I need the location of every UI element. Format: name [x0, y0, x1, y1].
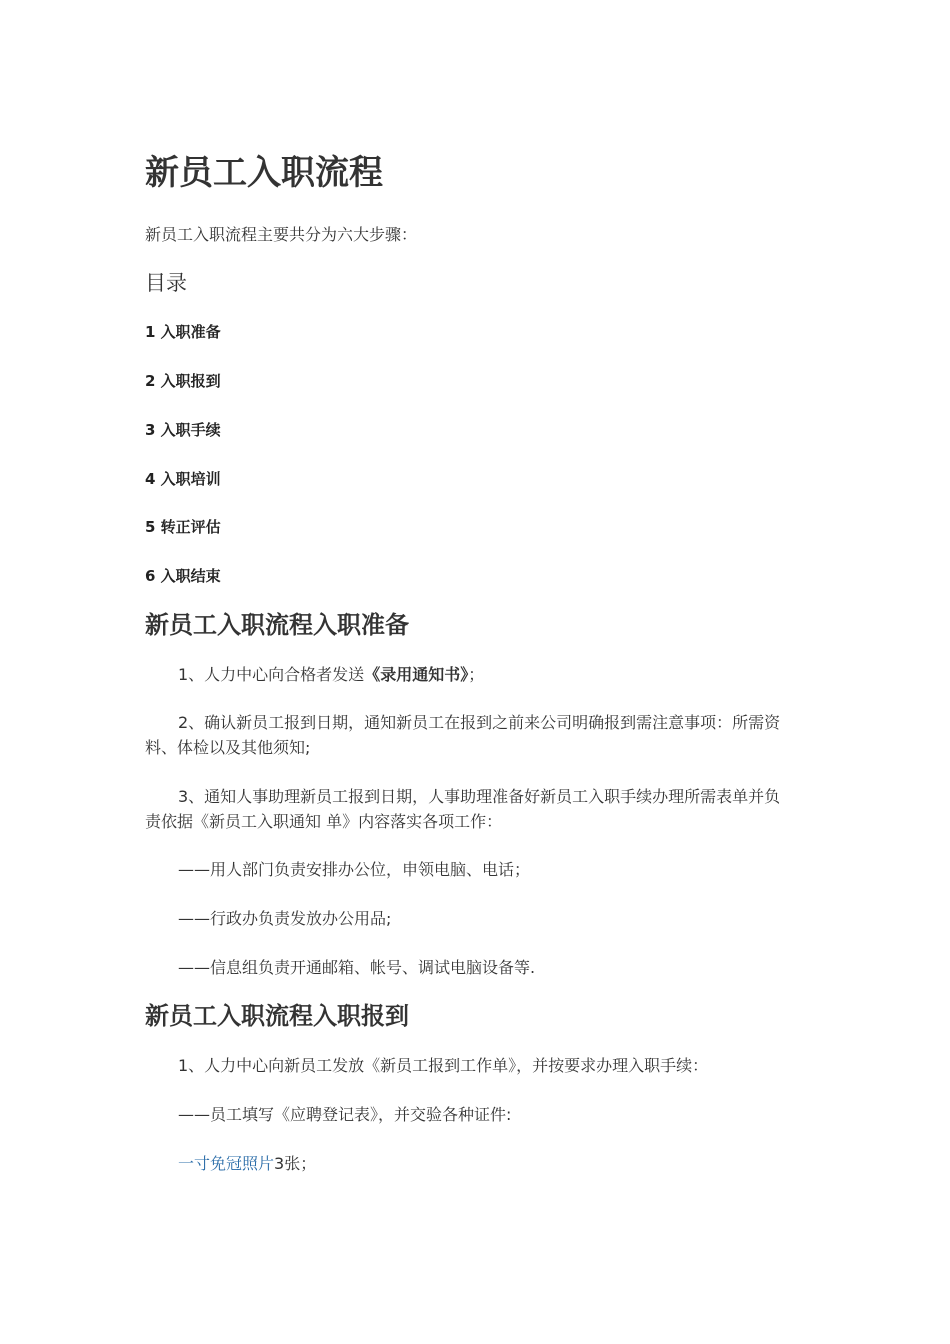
prep-dash-item-1: ——用人部门负责安排办公位，申领电脑、电话； [178, 860, 531, 879]
toc-item-label: 入职培训 [160, 470, 221, 488]
prep-paragraph-2: 2、确认新员工报到日期，通知新员工在报到之前来公司明确报到需注意事项：所需资料、体检以及其他须知; [145, 713, 781, 757]
toc-item-number: 3 [145, 421, 156, 439]
toc-item-2[interactable] [145, 370, 221, 392]
prep-dash-item-2: ——行政办负责发放办公用品; [178, 909, 392, 928]
toc-item-number: 4 [145, 470, 156, 488]
toc-item-number: 5 [145, 518, 156, 536]
prep-p1-prefix: 1、人力中心向合格者发送 [178, 665, 365, 684]
photo-link[interactable]: 一寸免冠照片 [178, 1154, 275, 1173]
toc-item-label: 入职准备 [160, 323, 221, 341]
prep-p1-suffix: ； [468, 665, 485, 684]
prep-p1-bold: 《录用通知书》 [364, 665, 469, 684]
section-heading-preparation: 新员工入职流程入职准备 [145, 611, 409, 639]
photo-count: 3张； [274, 1154, 317, 1173]
toc-item-label: 入职手续 [160, 421, 221, 439]
toc-item-4[interactable] [145, 468, 221, 490]
prep-dash-item-3: ——信息组负责开通邮箱、帐号、调试电脑设备等. [178, 958, 536, 977]
toc-item-label: 入职报到 [160, 372, 221, 390]
toc-item-label: 转正评估 [160, 518, 221, 536]
prep-paragraph-3: 3、通知人事助理新员工报到日期，人事助理准备好新员工入职手续办理所需表单并负责依据《新员工入职通知 单》内容落实各项工作： [145, 787, 781, 831]
toc-heading: 目录 [145, 271, 187, 295]
toc-item-6[interactable] [145, 565, 221, 587]
toc-item-label: 入职结束 [160, 567, 221, 585]
toc-item-number: 1 [145, 323, 156, 341]
section-heading-registration: 新员工入职流程入职报到 [145, 1002, 409, 1030]
intro-text: 新员工入职流程主要共分为六大步骤： [145, 225, 418, 244]
prep-paragraph-1 [145, 662, 795, 687]
toc-item-1[interactable] [145, 321, 221, 343]
toc-item-number: 2 [145, 372, 156, 390]
page-title: 新员工入职流程 [145, 153, 383, 193]
toc-item-3[interactable] [145, 419, 221, 441]
toc-item-5[interactable] [145, 516, 221, 538]
reg-paragraph-1: 1、人力中心向新员工发放《新员工报到工作单》，并按要求办理入职手续： [178, 1056, 709, 1075]
toc-item-number: 6 [145, 567, 156, 585]
reg-dash-item-1: ——员工填写《应聘登记表》，并交验各种证件: [178, 1105, 512, 1124]
reg-photo-item [145, 1151, 795, 1176]
